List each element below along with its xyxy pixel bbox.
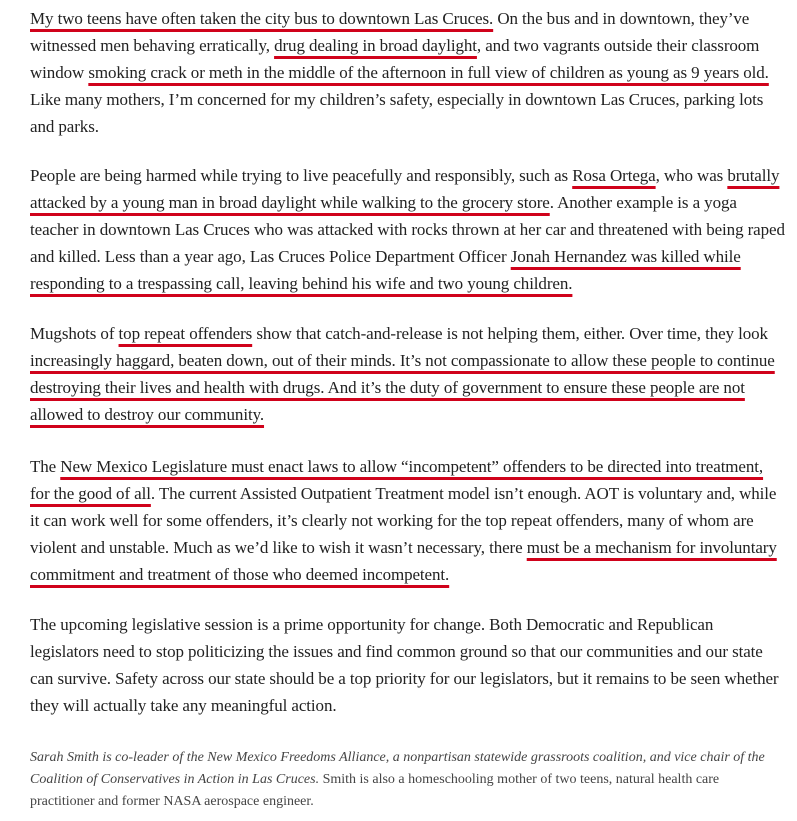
author-bio-italic: Sarah Smith is co-leader of the New Mexico Freedoms Alliance, a nonpartisan statewide grassroots coalition, and vice chair of the Coalition of Conservatives in Action in Las Cruces.	[30, 750, 765, 787]
paragraph-text: The upcoming legislative session is a prime opportunity for change. Both Democratic and Republican legislators need to stop politicizing the issues and find common ground so that our communities and our state can survive. Safety across our state should be a top priority for our legislators, but it remains to be seen whether they will actually take any meaningful action.	[30, 615, 779, 715]
paragraph-text: , and two vagrants outside their classroom window	[30, 36, 760, 82]
highlight-legislature-enact: New Mexico Legislature must enact laws to allow “incompetent” offenders to be directed into treatment, for the good of all	[30, 457, 764, 503]
paragraph-text: , who was	[655, 166, 728, 185]
paragraph-text: The	[30, 457, 61, 476]
highlight-drug-dealing: drug dealing in broad daylight	[274, 36, 477, 55]
highlight-brutal-attack: brutally attacked by a young man in broad daylight while walking to the grocery store	[30, 166, 780, 212]
paragraph-text: Like many mothers, I’m concerned for my children’s safety, especially in downtown Las Cruces, parking lots and parks.	[30, 90, 764, 136]
paragraph-text: . Another example is a yoga teacher in downtown Las Cruces who was attacked with rocks thrown at her car and threatened with being raped and killed. Less than a year ago, Las Cruces Police Department Officer	[30, 193, 785, 266]
paragraph-text: Mugshots of	[30, 324, 119, 343]
highlight-involuntary-commitment: must be a mechanism for involuntary commitment and treatment of those who deemed incompetent.	[30, 538, 777, 584]
paragraph-bus-safety	[30, 5, 785, 140]
highlight-top-repeat-offenders: top repeat offenders	[118, 324, 253, 343]
paragraph-victims	[30, 162, 785, 297]
paragraph-text: On the bus and in downtown, they’ve witnessed men behaving erratically,	[30, 9, 750, 55]
highlight-increasingly-haggard: increasingly haggard, beaten down, out of their minds. It’s not compassionate to allow these people to continue destroying their lives and health with drugs. And it’s the duty of government to ensure these people are not allowed to destroy our community.	[30, 351, 775, 424]
author-bio	[30, 747, 785, 813]
highlight-jonah-hernandez: Jonah Hernandez was killed while responding to a trespassing call, leaving behind his wife and two young children.	[30, 247, 741, 293]
highlight-smoking-crack: smoking crack or meth in the middle of the afternoon in full view of children as young as 9 years old.	[88, 63, 769, 82]
paragraph-legislature	[30, 453, 785, 588]
paragraph-text: People are being harmed while trying to live peacefully and responsibly, such as	[30, 166, 573, 185]
highlight-rosa-ortega: Rosa Ortega	[572, 166, 656, 185]
paragraph-text: show that catch-and-release is not helping them, either. Over time, they look	[252, 324, 768, 343]
highlight-teens-bus: My two teens have often taken the city bus to downtown Las Cruces.	[30, 9, 494, 28]
author-bio-plain: Smith is also a homeschooling mother of two teens, natural health care practitioner and former NASA aerospace engineer.	[30, 772, 720, 809]
paragraph-text: . The current Assisted Outpatient Treatment model isn’t enough. AOT is voluntary and, while it can work well for some offenders, it’s clearly not working for the top repeat offenders, many of whom are violent and unstable. Much as we’d like to wish it wasn’t necessary, there	[30, 484, 777, 557]
paragraph-legislative-session	[30, 611, 785, 719]
paragraph-mugshots	[30, 320, 785, 428]
